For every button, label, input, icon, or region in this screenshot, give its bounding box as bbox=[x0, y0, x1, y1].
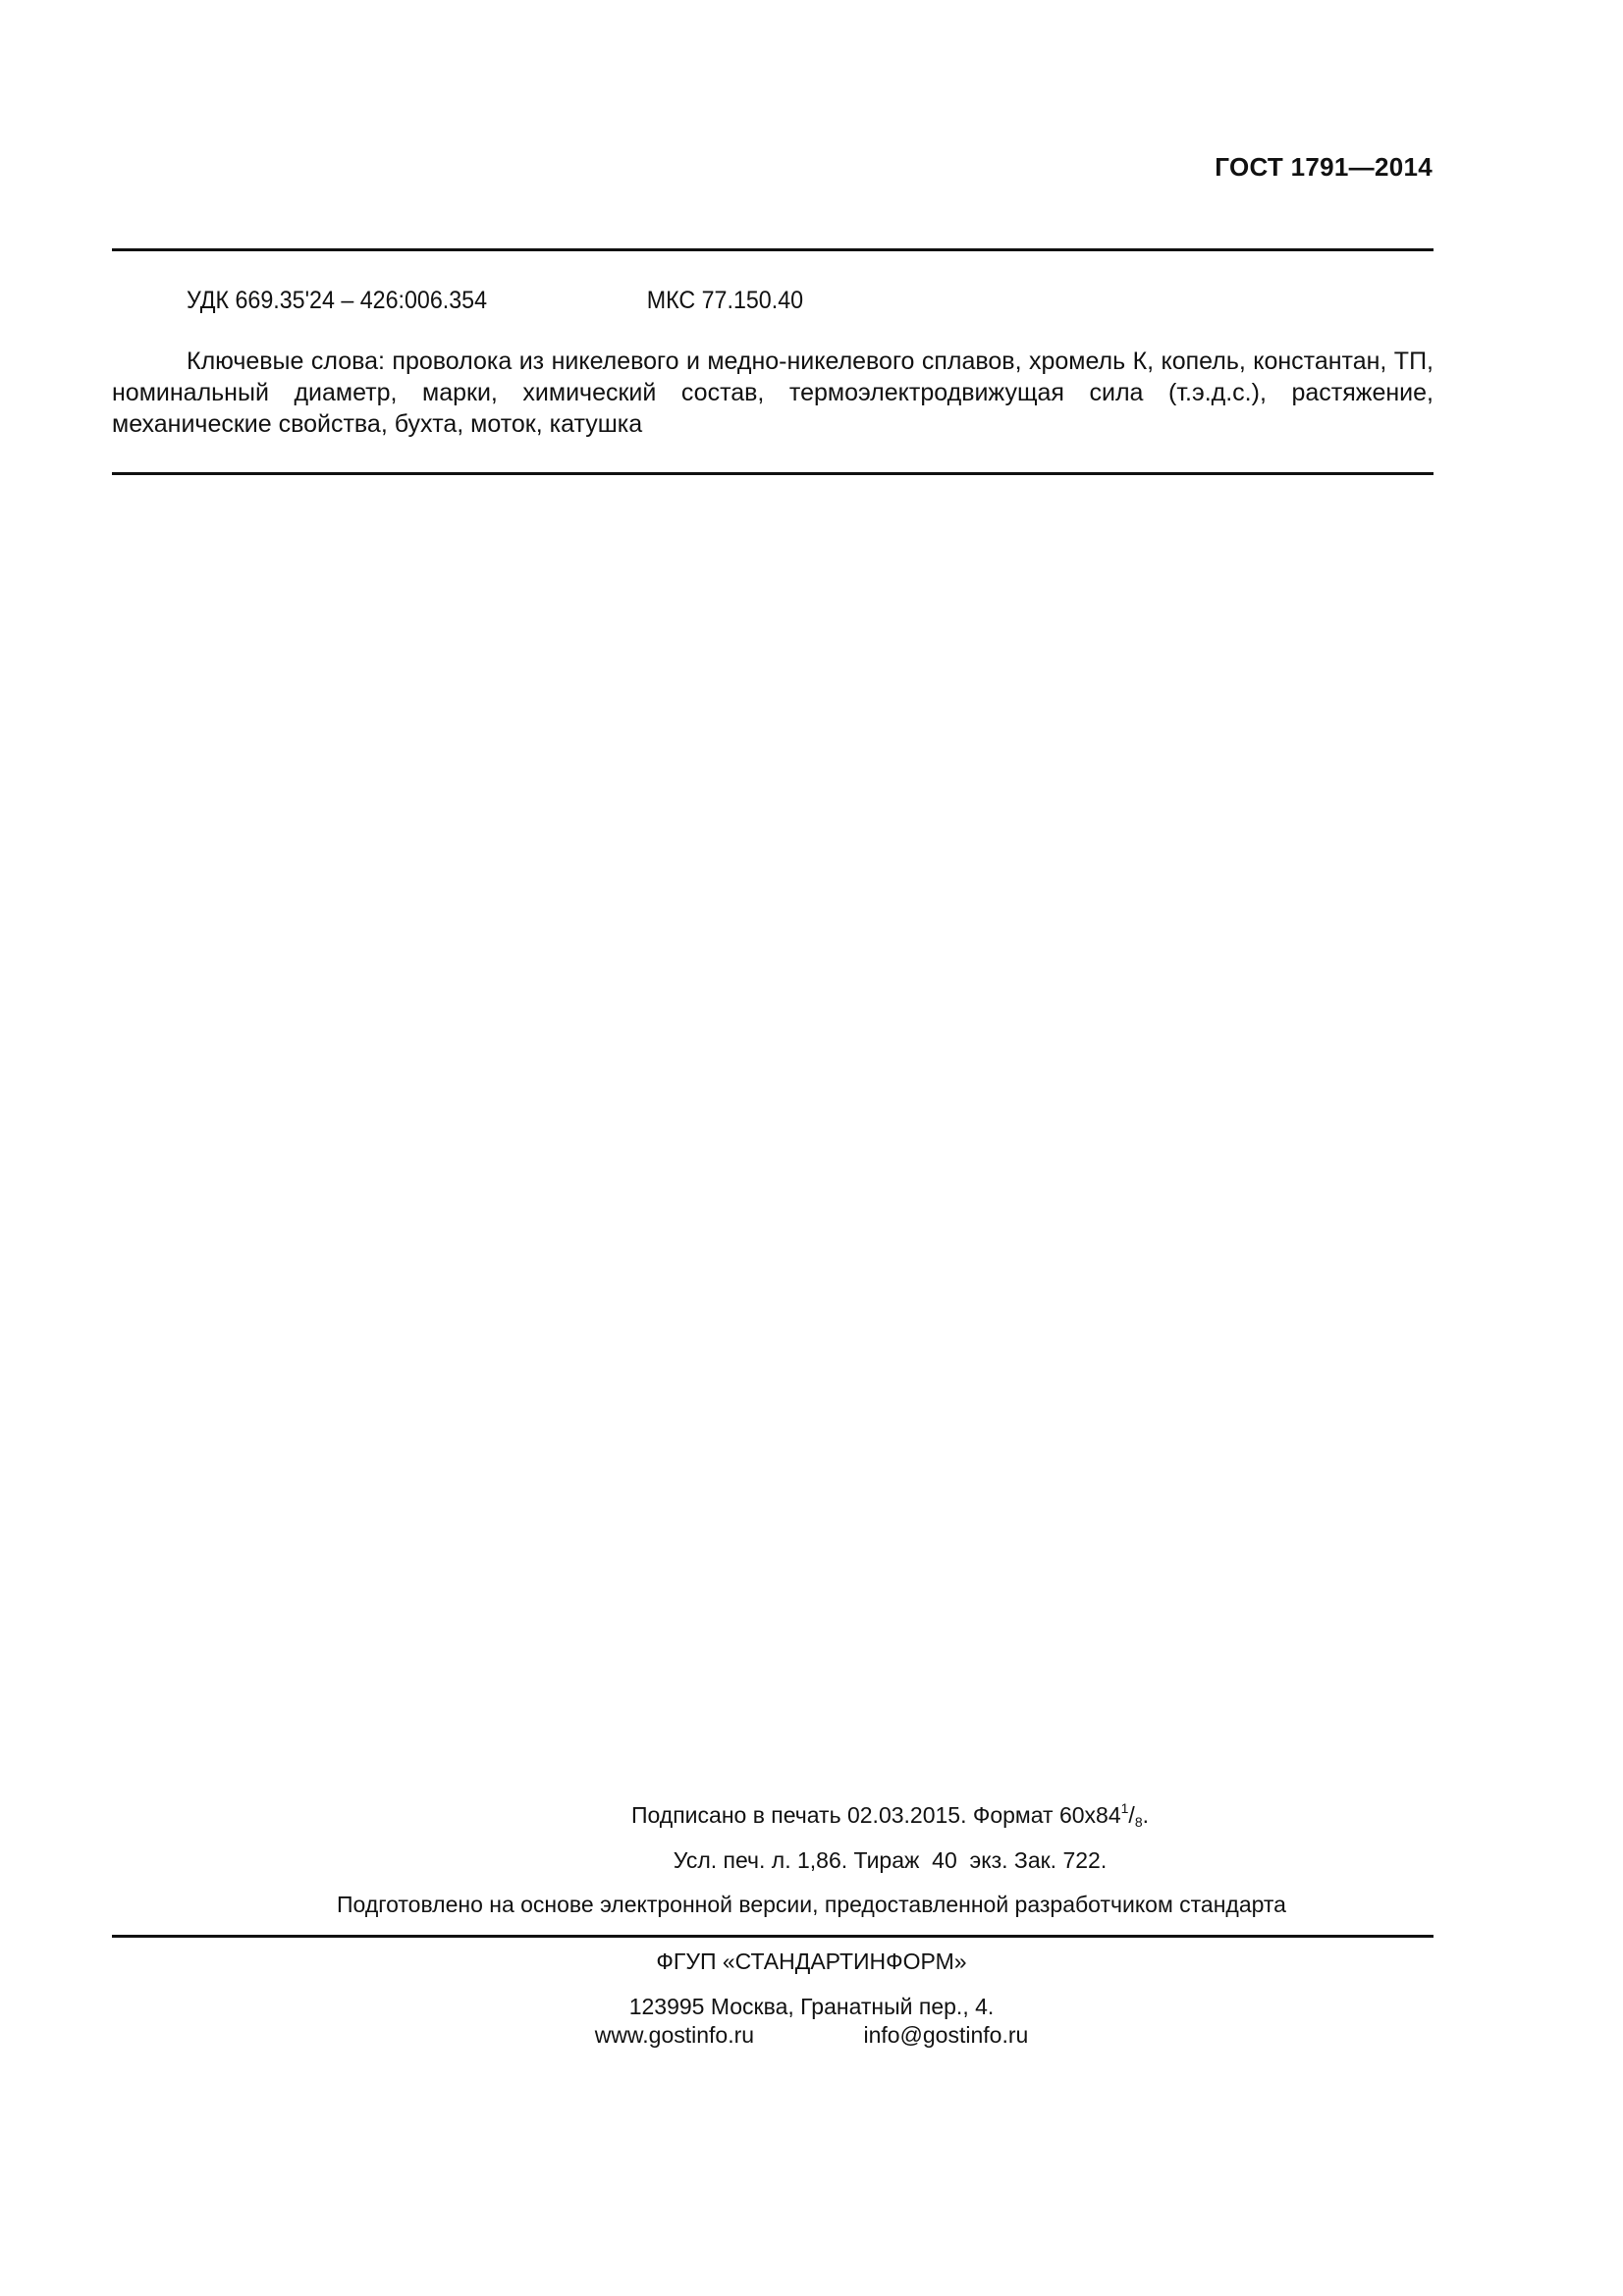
format-fraction-slash: / bbox=[1128, 1802, 1135, 1828]
email-link[interactable]: info@gostinfo.ru bbox=[863, 2022, 1029, 2048]
signed-for-print-text: Подписано в печать 02.03.2015. Формат 60x84 bbox=[630, 1802, 1121, 1828]
keywords-paragraph: Ключевые слова: проволока из никелевого и медно-никелевого сплавов, хромель К, копель, константан, ТП, номинальный диаметр, марки, химический состав, термоэлектродвижущая сила (т.э.д.с.), растяжение, механические свойства, бухта, моток, катушка bbox=[112, 347, 1434, 438]
classification-line bbox=[187, 287, 804, 315]
publisher-contacts bbox=[0, 2022, 1623, 2049]
prepared-note: Подготовлено на основе электронной версии, предоставленной разработчиком стандарта bbox=[337, 1892, 1286, 1917]
keywords-divider bbox=[112, 472, 1434, 475]
format-fraction-denominator: 8 bbox=[1134, 1814, 1143, 1830]
standard-code: ГОСТ 1791—2014 bbox=[1215, 152, 1433, 182]
publisher-divider bbox=[112, 1935, 1434, 1938]
udk-code: УДК 669.35'24 – 426:006.354 bbox=[187, 287, 488, 314]
website-link[interactable]: www.gostinfo.ru bbox=[594, 2022, 755, 2048]
print-run-line: Усл. печ. л. 1,86. Тираж 40 экз. Зак. 722. bbox=[673, 1847, 1108, 1873]
top-divider bbox=[112, 248, 1434, 251]
publisher-address: 123995 Москва, Гранатный пер., 4. bbox=[628, 1994, 995, 2019]
publisher-name: ФГУП «СТАНДАРТИНФОРМ» bbox=[656, 1949, 967, 1974]
mks-code: МКС 77.150.40 bbox=[646, 287, 804, 314]
signed-for-print-line bbox=[79, 1800, 1623, 1830]
format-fraction-numerator: 1 bbox=[1120, 1800, 1129, 1816]
format-end: . bbox=[1142, 1802, 1149, 1828]
